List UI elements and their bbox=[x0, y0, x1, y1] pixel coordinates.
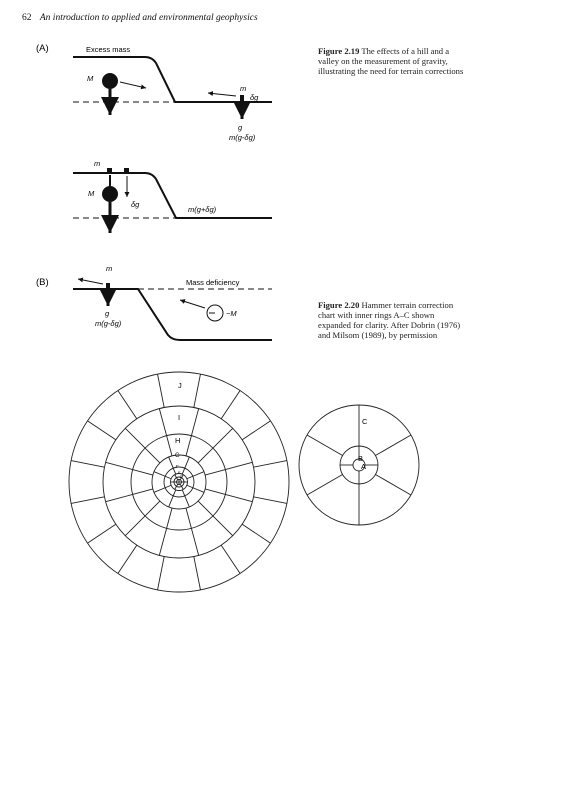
sector-line bbox=[205, 489, 225, 494]
excess-mass-label: Excess mass bbox=[86, 45, 131, 54]
label-M: M bbox=[88, 189, 95, 198]
sector-line bbox=[169, 457, 174, 468]
figure-2-19-panel-a-on-hill bbox=[73, 159, 272, 233]
sector-line bbox=[106, 494, 133, 501]
repulsion-arrow bbox=[180, 300, 205, 308]
sector-line bbox=[242, 524, 270, 543]
sector-line bbox=[221, 545, 240, 573]
sector-line bbox=[213, 428, 233, 448]
sector-line bbox=[71, 497, 104, 504]
sector-line bbox=[118, 545, 137, 573]
sector-line bbox=[180, 484, 181, 486]
sector-line bbox=[154, 488, 165, 493]
sector-line bbox=[177, 484, 178, 486]
sector-line bbox=[182, 490, 184, 496]
sector-line bbox=[167, 436, 172, 456]
mass-deficiency-label: Mass deficiency bbox=[186, 278, 240, 287]
ring-label-i: I bbox=[178, 413, 181, 422]
figure-2-20-label: Figure 2.20 bbox=[318, 300, 360, 310]
ring-label-d: D bbox=[180, 475, 183, 479]
ring-label-h: H bbox=[175, 436, 181, 445]
sector-line bbox=[193, 472, 204, 477]
sector-line bbox=[213, 516, 233, 536]
ring-label-c: C bbox=[362, 417, 368, 426]
attraction-arrow bbox=[120, 82, 146, 88]
label-M: M bbox=[87, 74, 94, 83]
label-dg: δg bbox=[250, 93, 259, 102]
sector-line bbox=[165, 476, 171, 478]
sector-line bbox=[88, 524, 116, 543]
sector-line bbox=[169, 496, 174, 507]
sector-line bbox=[159, 528, 166, 555]
panel-b-label: (B) bbox=[36, 277, 49, 288]
sector-line bbox=[133, 470, 153, 475]
sector-line bbox=[191, 528, 198, 555]
sector-line bbox=[225, 462, 252, 469]
ring-label-b: B bbox=[358, 454, 364, 463]
horizontal-pull-arrow bbox=[78, 279, 103, 284]
label-m: m bbox=[240, 84, 247, 93]
sector-line bbox=[375, 475, 411, 496]
sector-line bbox=[71, 461, 104, 468]
label-neg-M: −M bbox=[226, 309, 237, 318]
sector-line bbox=[205, 470, 225, 475]
sector-line bbox=[187, 476, 193, 478]
sector-line bbox=[225, 494, 252, 501]
sector-line bbox=[254, 461, 287, 468]
sector-line bbox=[194, 374, 201, 407]
figure-2-20-text: Hammer terrain correction chart with inner rings A–C shown expanded for clarity. After Dobrin (1976) and Milsom (1989), by permission bbox=[318, 300, 461, 340]
mass-M bbox=[102, 186, 118, 202]
sector-line bbox=[307, 475, 343, 496]
ring-label-g: G bbox=[175, 453, 180, 459]
figure-2-19-label: Figure 2.19 bbox=[318, 46, 360, 56]
sector-line bbox=[88, 421, 116, 440]
label-g: g bbox=[105, 309, 110, 318]
sector-line bbox=[221, 391, 240, 419]
figure-2-19-panel-b-valley bbox=[36, 264, 272, 340]
sector-line bbox=[198, 448, 213, 463]
running-title: An introduction to applied and environmental geophysics bbox=[39, 13, 258, 23]
sector-line bbox=[198, 501, 213, 516]
sector-line bbox=[191, 409, 198, 436]
sector-line bbox=[125, 428, 145, 448]
sector-line bbox=[165, 485, 171, 487]
figure-2-19-panel-a-hill bbox=[36, 43, 272, 142]
sector-line bbox=[182, 468, 184, 474]
hammer-chart-main bbox=[69, 372, 289, 592]
sector-line bbox=[242, 421, 270, 440]
hammer-chart-inset bbox=[299, 405, 419, 525]
sector-line bbox=[254, 497, 287, 504]
ring-label-a: A bbox=[361, 462, 367, 471]
sector-line bbox=[193, 488, 204, 493]
terrain-profile bbox=[73, 289, 272, 340]
sector-line bbox=[158, 374, 165, 407]
label-m: m bbox=[106, 264, 113, 273]
sector-line bbox=[182, 486, 184, 489]
sector-line bbox=[185, 496, 190, 507]
sector-line bbox=[125, 516, 145, 536]
sector-line bbox=[154, 472, 165, 477]
sector-line bbox=[158, 557, 165, 590]
gravimeter-m bbox=[124, 168, 129, 174]
ring-label-e: E bbox=[178, 470, 181, 475]
label-dg: δg bbox=[131, 200, 140, 209]
sector-line bbox=[187, 485, 193, 487]
sector-line bbox=[167, 508, 172, 528]
label-m: m bbox=[94, 159, 101, 168]
figure-2-19-text: The effects of a hill and a valley on the measurement of gravity, illustrating the need for terrain corrections bbox=[318, 46, 464, 76]
sector-line bbox=[186, 508, 191, 528]
sector-line bbox=[177, 478, 178, 480]
label-m-g-minus-dg: m(g-δg) bbox=[229, 133, 256, 142]
label-m-g-minus-dg: m(g-δg) bbox=[95, 319, 122, 328]
sector-line bbox=[175, 486, 177, 489]
horizontal-pull-arrow bbox=[208, 93, 236, 96]
panel-a-label: (A) bbox=[36, 43, 49, 54]
sector-line bbox=[194, 557, 201, 590]
page-number: 62 bbox=[22, 13, 32, 23]
sector-line bbox=[307, 435, 343, 456]
sector-line bbox=[173, 490, 175, 496]
sector-line bbox=[173, 468, 175, 474]
sector-line bbox=[145, 448, 160, 463]
ring-label-f: F bbox=[176, 464, 179, 469]
sector-line bbox=[185, 457, 190, 468]
mass-M bbox=[102, 73, 118, 89]
sector-line bbox=[145, 501, 160, 516]
sector-line bbox=[133, 489, 153, 494]
gravimeter-m bbox=[107, 168, 112, 174]
sector-line bbox=[159, 409, 166, 436]
label-m-g-plus-dg: m(g+δg) bbox=[188, 205, 217, 214]
gravimeter-m bbox=[106, 283, 110, 289]
sector-line bbox=[175, 475, 177, 478]
sector-line bbox=[375, 435, 411, 456]
sector-line bbox=[186, 436, 191, 456]
label-g: g bbox=[238, 123, 243, 132]
ring-label-j: J bbox=[178, 381, 182, 390]
sector-line bbox=[118, 391, 137, 419]
sector-line bbox=[106, 462, 133, 469]
